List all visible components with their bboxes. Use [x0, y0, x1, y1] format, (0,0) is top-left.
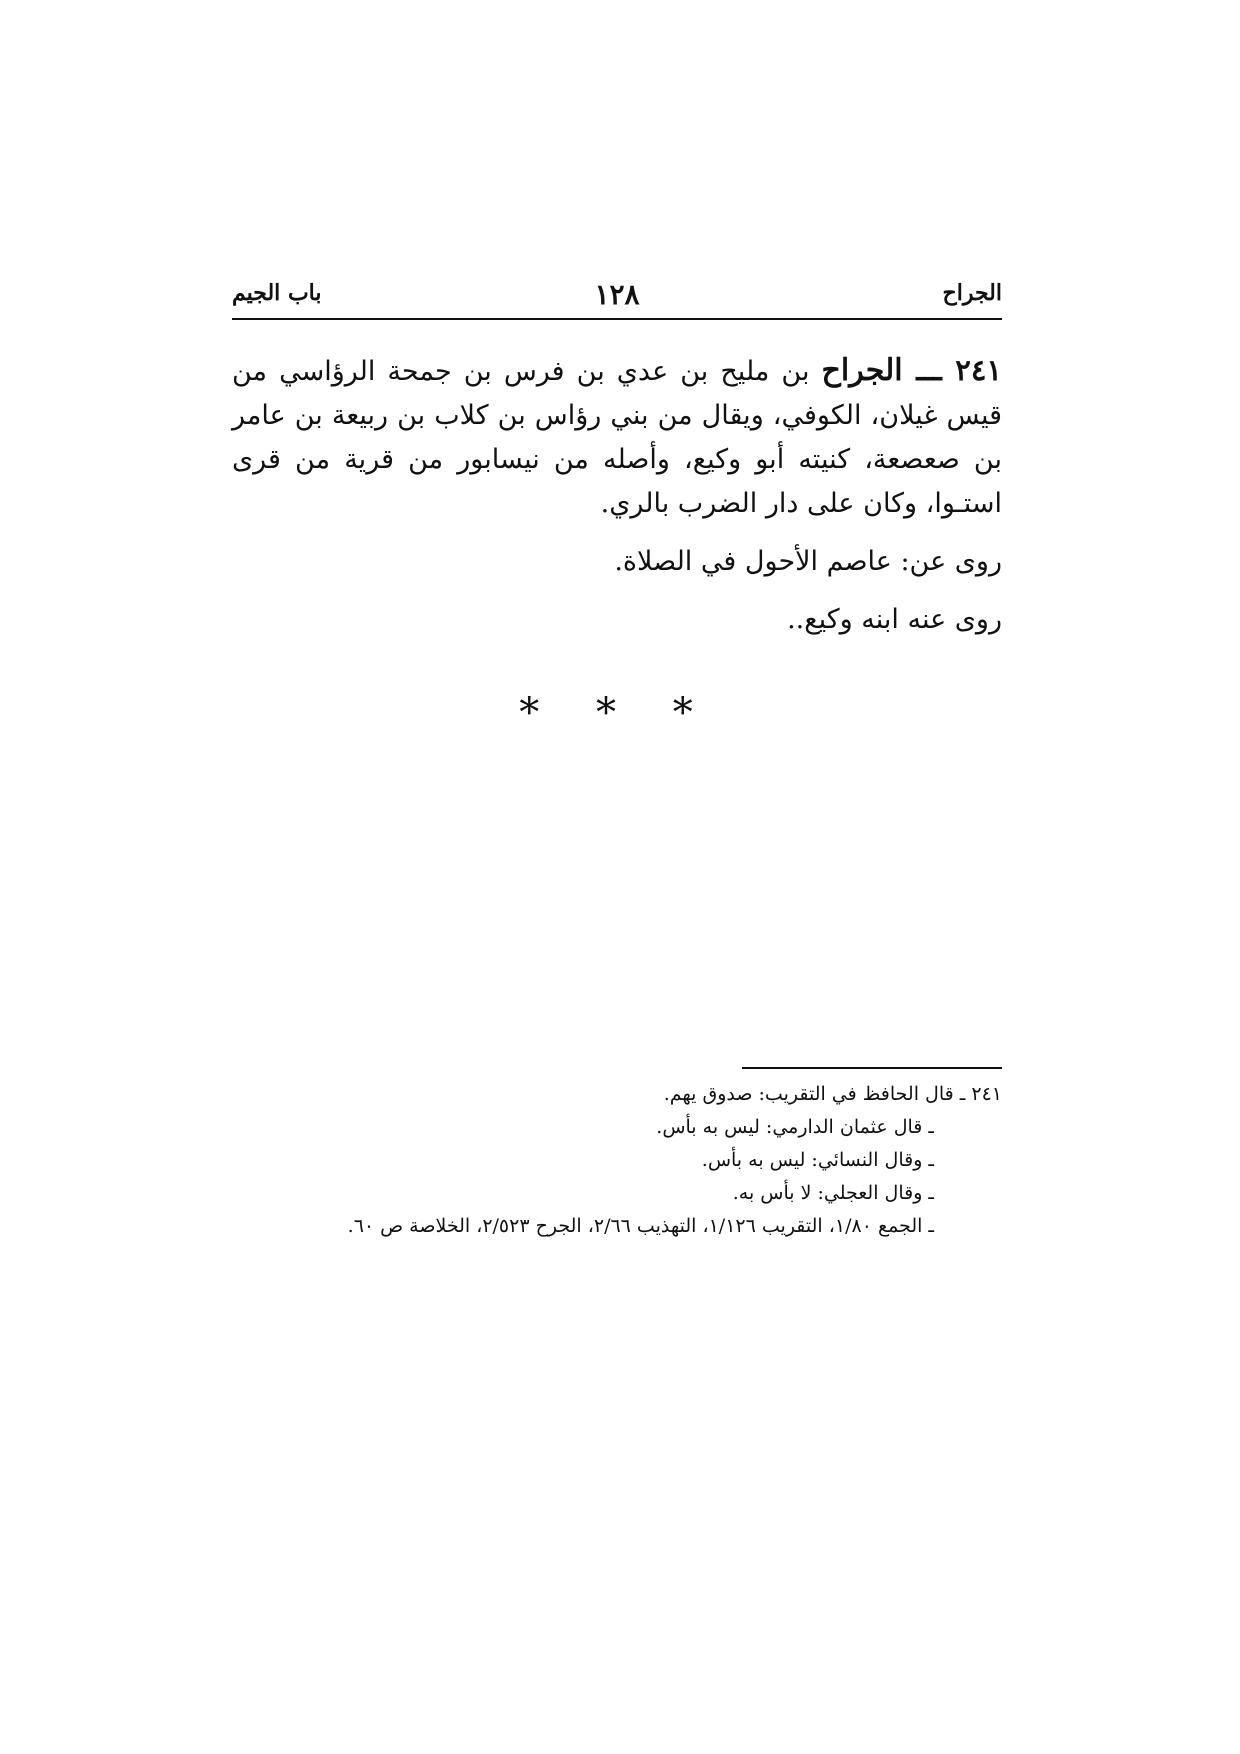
entry-dash: ـــ — [902, 353, 956, 387]
footnote-line: ـ الجمع ١/٨٠، التقريب ١/١٢٦، التهذيب ٢/٦٦، الجرح ٢/٥٢٣، الخلاصة ص ٦٠. — [347, 1215, 934, 1237]
footnote-divider — [742, 1067, 1002, 1069]
footnotes — [232, 1078, 1002, 1243]
entry-body — [232, 348, 1002, 642]
header-divider — [232, 318, 1002, 320]
running-header — [232, 268, 1002, 314]
header-chapter-title: باب الجيم — [232, 280, 322, 306]
footnote-line: ٢٤١ ـ قال الحافظ في التقريب: صدوق يهم. — [663, 1083, 1002, 1105]
footnote-line: ـ وقال النسائي: ليس به بأس. — [701, 1149, 934, 1171]
entry-name: الجراح — [821, 353, 903, 388]
entry-description: بن مليح بن عدي بن فرس بن جمحة الرؤاسي من قيس غيلان، الكوفي، ويقال من بني رؤاس بن كلاب بن ربيعة بن عامر بن صعصعة، كنيته أبو وكيع، وأصله من نيسابور من قرية من قرى استـوا، وكان على دار الضرب بالري. — [232, 356, 1002, 519]
entry-number: ٢٤١ — [955, 353, 1002, 387]
header-entry-name: الجراح — [942, 280, 1002, 306]
footnote-line: ـ وقال العجلي: لا بأس به. — [732, 1182, 934, 1204]
footnote-line: ـ قال عثمان الدارمي: ليس به بأس. — [656, 1116, 934, 1138]
page-number: ١٢٨ — [594, 278, 640, 311]
narrated-from-line: روى عن: عاصم الأحول في الصلاة. — [614, 546, 1002, 577]
narrated-by-line: روى عنه ابنه وكيع.. — [787, 604, 1002, 635]
entry-paragraph — [232, 348, 1002, 526]
section-separator: * * * — [519, 690, 715, 736]
